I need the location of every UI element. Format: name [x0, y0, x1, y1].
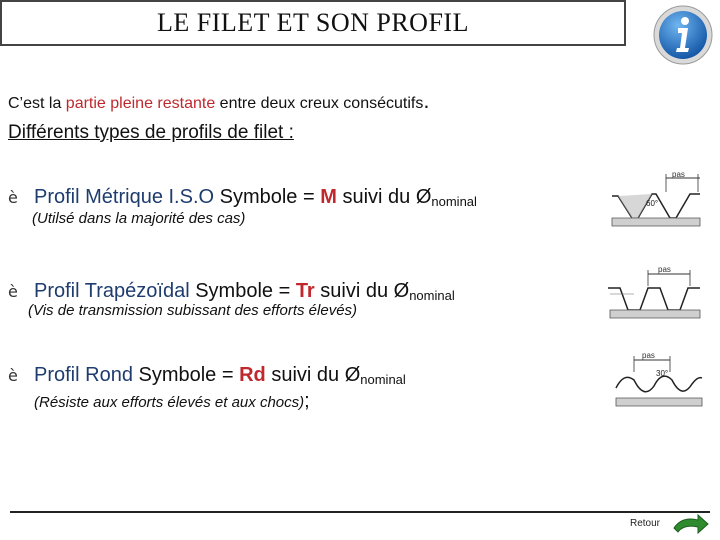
- page-title: LE FILET ET SON PROFIL: [157, 8, 469, 37]
- profile-round-name: Profil Rond: [34, 364, 133, 386]
- profile-trapezoidal-sub: nominal: [409, 288, 455, 303]
- intro-after: entre deux creux consécutifs: [215, 95, 424, 112]
- profile-trapezoidal-name: Profil Trapézoïdal: [34, 280, 190, 302]
- bullet-arrow-icon: è: [8, 366, 18, 385]
- iso-pitch-label: pas: [672, 170, 685, 179]
- profile-trapezoidal-text-before: Symbole =: [189, 280, 296, 302]
- profile-round-note: [34, 390, 310, 413]
- profile-iso-name: Profil Métrique I.S.O: [34, 186, 215, 208]
- iso-profile-diagram: [608, 170, 704, 228]
- profile-trapezoidal-line: [34, 280, 455, 303]
- profile-trapezoidal-text-after: suivi du Ø: [314, 280, 410, 302]
- info-icon[interactable]: [652, 4, 714, 66]
- profile-round-text-after: suivi du Ø: [265, 364, 361, 386]
- intro-highlight: partie pleine restante: [65, 95, 216, 112]
- profile-iso-sub: nominal: [431, 194, 477, 209]
- intro-before: C’est la: [8, 95, 66, 112]
- profile-iso-symbol: M: [320, 186, 337, 208]
- profile-round-line: [34, 364, 406, 387]
- types-title: Différents types de profils de filet :: [8, 122, 294, 143]
- round-angle-label: 30°: [656, 369, 669, 378]
- profile-trapezoidal-symbol: Tr: [295, 280, 315, 302]
- retour-label[interactable]: Retour: [630, 518, 661, 529]
- round-profile-diagram: [612, 350, 704, 410]
- trapezoidal-pitch-label: pas: [658, 265, 671, 274]
- profile-iso-line: [34, 186, 477, 209]
- profile-round-symbol: Rd: [239, 364, 266, 386]
- trapezoidal-profile-diagram: [604, 264, 704, 322]
- return-arrow-icon[interactable]: [668, 512, 710, 538]
- profile-trapezoidal-note: (Vis de transmission subissant des efforts élevés): [28, 302, 358, 319]
- profile-iso-text-before: Symbole =: [214, 186, 321, 208]
- footer-divider: [10, 511, 710, 513]
- profile-round-sub: nominal: [360, 372, 406, 387]
- iso-angle-label: 60°: [646, 199, 659, 208]
- bullet-arrow-icon: è: [8, 188, 18, 207]
- profile-iso-note: (Utilsé dans la majorité des cas): [32, 210, 246, 227]
- round-pitch-label: pas: [642, 351, 655, 360]
- intro-end: .: [423, 88, 430, 113]
- intro-sentence: [8, 88, 429, 114]
- profile-round-note-end: ;: [304, 390, 310, 412]
- bullet-arrow-icon: è: [8, 282, 18, 301]
- profile-iso-text-after: suivi du Ø: [336, 186, 432, 208]
- title-box: [0, 0, 626, 46]
- profile-round-text-before: Symbole =: [132, 364, 240, 386]
- profile-round-note-text: (Résiste aux efforts élevés et aux chocs): [34, 394, 305, 411]
